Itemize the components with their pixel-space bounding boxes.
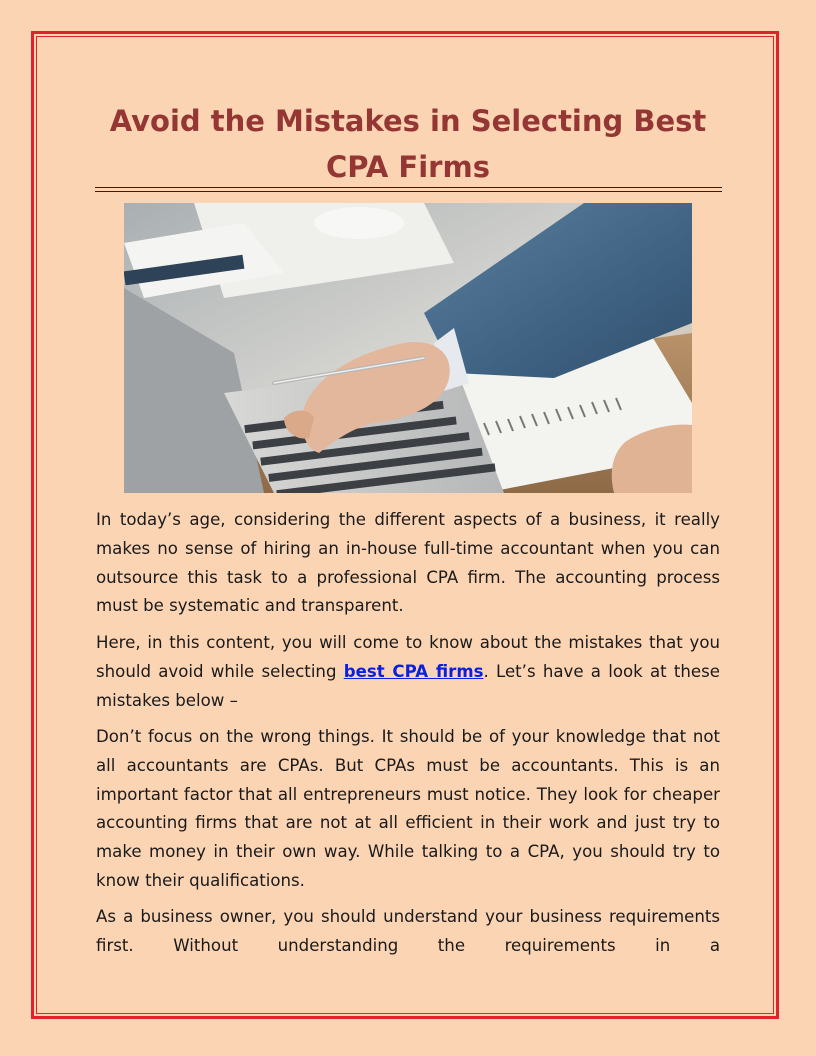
paragraph-2-tail: . Let’s have a look at these mistakes below –	[96, 661, 720, 710]
best-cpa-firms-link[interactable]: best CPA firms	[343, 661, 484, 681]
paragraph-1: In today’s age, considering the different aspects of a business, it really makes no sense of hiring an in-house full-time accountant when you can outsource this task to a professional CPA firm. The accounting process must be systematic and transparent.	[96, 510, 720, 616]
paragraph-2-lead: Here, in this content, you will come to know about the mistakes that you should avoid while selecting	[96, 633, 720, 681]
paragraph-2	[96, 629, 720, 715]
paragraph-4: As a business owner, you should understand your business requirements first. Without understanding the requirements in a	[96, 907, 720, 955]
title-rule-bottom	[95, 191, 722, 192]
hero-photo-laptop-accountant	[124, 203, 692, 493]
title-rule-top	[95, 187, 722, 188]
document-title: Avoid the Mistakes in Selecting Best CPA Firms	[109, 104, 707, 184]
paragraph-3: Don’t focus on the wrong things. It should be of your knowledge that not all accountants are CPAs. But CPAs must be accountants. This is an important factor that all entrepreneurs must notice. They look for cheaper accounting firms that are not at all efficient in their work and just try to make money in their own way. While talking to a CPA, you should try to know their qualifications.	[96, 727, 720, 890]
